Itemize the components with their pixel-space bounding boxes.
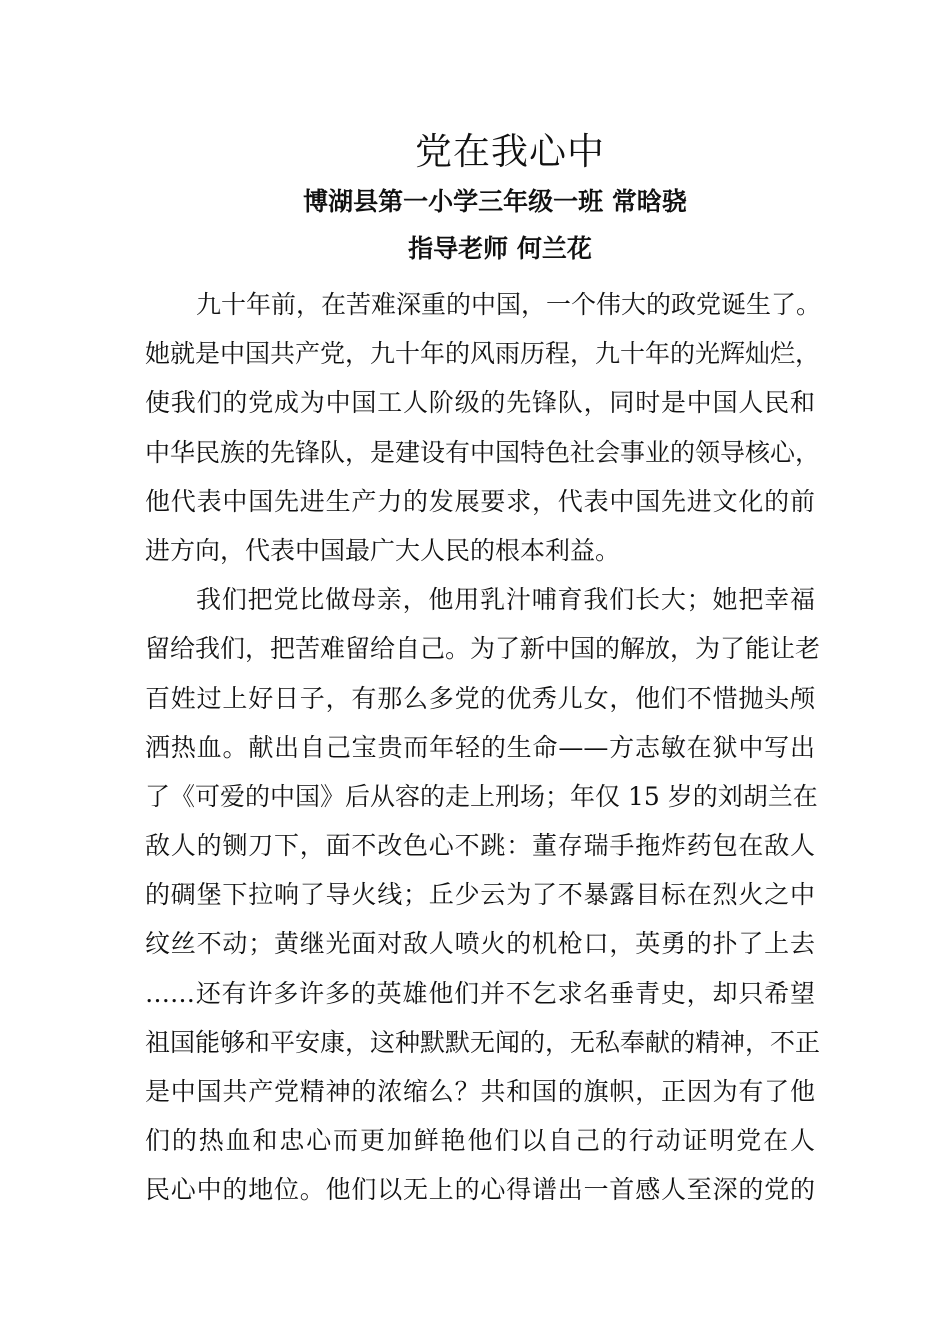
paragraph-2-line-11: 是中国共产党精神的浓缩么？共和国的旗帜，正因为有了他 xyxy=(145,1077,815,1106)
document-title: 党在我心中 xyxy=(415,130,605,173)
paragraph-2-line-13: 民心中的地位。他们以无上的心得谱出一首感人至深的党的 xyxy=(145,1175,815,1205)
paragraph-2-line-12: 们的热血和忠心而更加鲜艳他们以自己的行动证明党在人 xyxy=(145,1126,815,1156)
paragraph-1-line-2: 她就是中国共产党，九十年的风雨历程，九十年的光辉灿烂， xyxy=(145,339,821,369)
teacher-line: 指导老师 何兰花 xyxy=(408,234,592,263)
author-line: 博湖县第一小学三年级一班 常晗骁 xyxy=(303,187,687,216)
paragraph-1-line-3: 使我们的党成为中国工人阶级的先锋队，同时是中国人民和 xyxy=(145,388,815,418)
paragraph-2-line-10: 祖国能够和平安康，这种默默无闻的，无私奉献的精神，不正 xyxy=(145,1027,821,1057)
paragraph-2-line-6: 敌人的铡刀下，面不改色心不跳：董存瑞手拖炸药包在敌人 xyxy=(145,831,815,861)
paragraph-2-line-9: ……还有许多许多的英雄他们并不乞求名垂青史，却只希望 xyxy=(145,978,815,1008)
paragraph-1-line-1: 九十年前，在苦难深重的中国，一个伟大的政党诞生了。 xyxy=(196,290,822,319)
paragraph-2-line-5: 了《可爱的中国》后从容的走上刑场；年仅 15 岁的刘胡兰在 xyxy=(145,781,818,811)
paragraph-1-line-5: 他代表中国先进生产力的发展要求，代表中国先进文化的前 xyxy=(145,486,815,516)
essay-body xyxy=(145,280,822,1215)
paragraph-1-line-6: 进方向，代表中国最广大人民的根本利益。 xyxy=(145,535,621,565)
paragraph-2-line-7: 的碉堡下拉响了导火线；丘少云为了不暴露目标在烈火之中 xyxy=(145,880,815,910)
paragraph-2-line-1: 我们把党比做母亲，他用乳汁哺育我们长大；她把幸福 xyxy=(196,585,815,615)
paragraph-1-line-4: 中华民族的先锋队，是建设有中国特色社会事业的领导核心， xyxy=(145,437,821,467)
paragraph-2-line-3: 百姓过上好日子，有那么多党的优秀儿女，他们不惜抛头颅 xyxy=(145,683,815,713)
paragraph-2-line-4: 洒热血。献出自己宝贵而年轻的生命——方志敏在狱中写出 xyxy=(145,732,815,762)
paragraph-2-line-2: 留给我们，把苦难留给自己。为了新中国的解放，为了能让老 xyxy=(145,634,821,664)
paragraph-2-line-8: 纹丝不动；黄继光面对敌人喷火的机枪口，英勇的扑了上去 xyxy=(145,929,815,959)
